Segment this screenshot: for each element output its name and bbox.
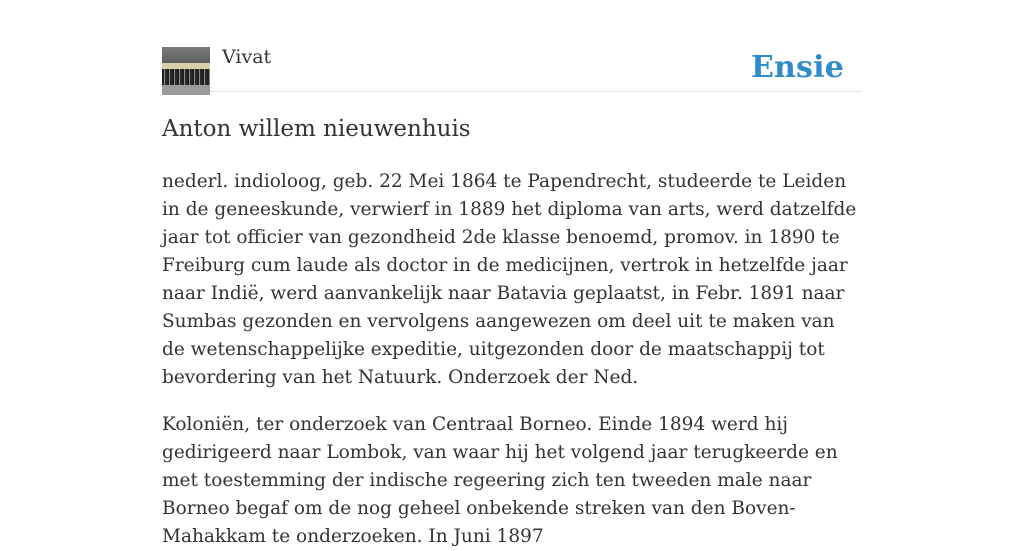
header <box>162 0 862 92</box>
site-logo[interactable]: Ensie <box>750 50 844 85</box>
author-avatar[interactable] <box>162 47 210 95</box>
article-paragraph: Koloniën, ter onderzoek van Centraal Borneo. Einde 1894 werd hij gedirigeerd naar Lombok, van waar hij het volgend jaar terugkeerde en met toestemming der indische regeering zich ten tweeden male naar Borneo begaf om de nog geheel onbekende streken van den Boven-Mahakkam te onderzoeken. In Juni 1897 <box>162 414 838 547</box>
author-name[interactable]: Vivat <box>222 46 272 68</box>
page-container <box>162 0 862 547</box>
article-title: Anton willem nieuwenhuis <box>162 116 471 142</box>
article-paragraph: nederl. indioloog, geb. 22 Mei 1864 te Papendrecht, studeerde te Leiden in de geneeskunde, verwierf in 1889 het diploma van arts, werd datzelfde jaar tot officier van gezondheid 2de klasse benoemd, promov. in 1890 te Freiburg cum laude als doctor in de medicijnen, vertrok in hetzelfde jaar naar Indië, werd aanvankelijk naar Batavia geplaatst, in Febr. 1891 naar Sumbas gezonden en vervolgens aangewezen om deel uit te maken van de wetenschappelijke expeditie, uitgezonden door de maatschappij tot bevordering van het Natuurk. Onderzoek der Ned. <box>162 171 857 388</box>
books-icon-spines <box>162 69 210 85</box>
books-icon-base <box>162 85 210 95</box>
